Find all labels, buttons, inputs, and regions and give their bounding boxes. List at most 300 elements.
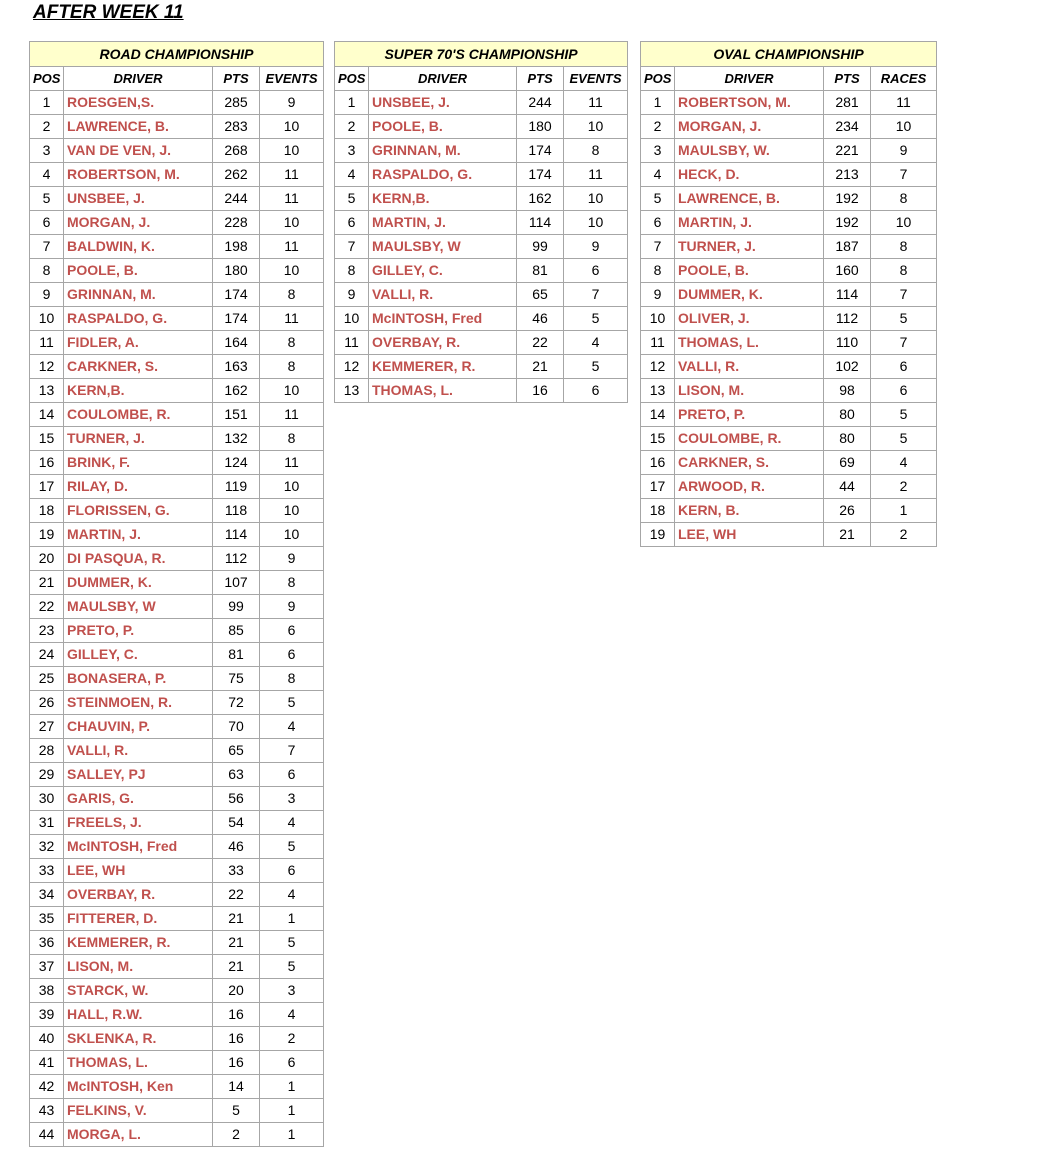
table-row	[30, 787, 324, 811]
cell-pts: 2	[213, 1123, 260, 1147]
cell-pts: 221	[824, 139, 871, 163]
page-title: AFTER WEEK 11	[33, 2, 184, 23]
cell-driver: DUMMER, K.	[64, 571, 213, 595]
cell-driver: SKLENKA, R.	[64, 1027, 213, 1051]
cell-pos: 12	[30, 355, 64, 379]
cell-pos: 44	[30, 1123, 64, 1147]
cell-driver: MARTIN, J.	[369, 211, 517, 235]
cell-pts: 21	[213, 907, 260, 931]
cell-count: 10	[260, 259, 324, 283]
cell-count: 7	[871, 331, 937, 355]
table-row	[30, 379, 324, 403]
table-row	[30, 187, 324, 211]
table-row	[30, 235, 324, 259]
cell-driver: DUMMER, K.	[675, 283, 824, 307]
cell-pos: 23	[30, 619, 64, 643]
cell-pts: 72	[213, 691, 260, 715]
cell-pos: 11	[30, 331, 64, 355]
cell-driver: RASPALDO, G.	[64, 307, 213, 331]
cell-count: 5	[564, 307, 628, 331]
cell-count: 11	[260, 187, 324, 211]
cell-count: 8	[260, 331, 324, 355]
table-row	[641, 307, 937, 331]
table-row	[641, 283, 937, 307]
cell-pts: 16	[213, 1003, 260, 1027]
cell-pts: 16	[213, 1027, 260, 1051]
header-events: EVENTS	[564, 67, 628, 91]
cell-count: 10	[260, 115, 324, 139]
cell-driver: MORGAN, J.	[64, 211, 213, 235]
table-row	[30, 763, 324, 787]
table-row	[30, 931, 324, 955]
cell-pts: 112	[213, 547, 260, 571]
cell-driver: HALL, R.W.	[64, 1003, 213, 1027]
cell-driver: GILLEY, C.	[369, 259, 517, 283]
cell-count: 8	[260, 355, 324, 379]
cell-driver: STEINMOEN, R.	[64, 691, 213, 715]
cell-driver: GARIS, G.	[64, 787, 213, 811]
table-row	[641, 235, 937, 259]
cell-pos: 18	[641, 499, 675, 523]
cell-pos: 13	[335, 379, 369, 403]
cell-driver: PRETO, P.	[64, 619, 213, 643]
cell-pts: 162	[517, 187, 564, 211]
cell-driver: VALLI, R.	[675, 355, 824, 379]
cell-driver: POOLE, B.	[675, 259, 824, 283]
cell-pos: 16	[641, 451, 675, 475]
cell-pts: 192	[824, 211, 871, 235]
cell-pos: 6	[641, 211, 675, 235]
cell-pts: 69	[824, 451, 871, 475]
table-row	[30, 835, 324, 859]
cell-pts: 163	[213, 355, 260, 379]
cell-pts: 112	[824, 307, 871, 331]
cell-count: 5	[260, 835, 324, 859]
cell-pts: 21	[824, 523, 871, 547]
cell-count: 8	[260, 571, 324, 595]
cell-pos: 37	[30, 955, 64, 979]
cell-pos: 3	[641, 139, 675, 163]
cell-count: 1	[871, 499, 937, 523]
table-row	[30, 115, 324, 139]
cell-driver: VALLI, R.	[369, 283, 517, 307]
cell-driver: BONASERA, P.	[64, 667, 213, 691]
header-races: RACES	[871, 67, 937, 91]
cell-count: 11	[871, 91, 937, 115]
table-row	[641, 163, 937, 187]
cell-pos: 5	[30, 187, 64, 211]
cell-pos: 7	[335, 235, 369, 259]
cell-pos: 35	[30, 907, 64, 931]
cell-pts: 80	[824, 427, 871, 451]
table-row	[30, 619, 324, 643]
cell-pts: 192	[824, 187, 871, 211]
header-pts: PTS	[213, 67, 260, 91]
cell-count: 5	[260, 955, 324, 979]
cell-driver: LISON, M.	[64, 955, 213, 979]
table-row	[30, 163, 324, 187]
cell-driver: ROBERTSON, M.	[64, 163, 213, 187]
cell-driver: RASPALDO, G.	[369, 163, 517, 187]
cell-driver: THOMAS, L.	[369, 379, 517, 403]
cell-pos: 4	[335, 163, 369, 187]
cell-pts: 46	[517, 307, 564, 331]
cell-pos: 42	[30, 1075, 64, 1099]
cell-pts: 162	[213, 379, 260, 403]
table-row	[30, 1123, 324, 1147]
cell-count: 5	[871, 403, 937, 427]
cell-count: 4	[260, 883, 324, 907]
cell-pos: 9	[335, 283, 369, 307]
cell-count: 11	[564, 91, 628, 115]
cell-pts: 63	[213, 763, 260, 787]
cell-pts: 65	[517, 283, 564, 307]
table-row	[30, 955, 324, 979]
cell-pts: 22	[517, 331, 564, 355]
cell-driver: LAWRENCE, B.	[64, 115, 213, 139]
table-row	[30, 691, 324, 715]
cell-pts: 99	[213, 595, 260, 619]
table-row	[30, 403, 324, 427]
cell-count: 10	[260, 499, 324, 523]
table-row	[30, 139, 324, 163]
cell-count: 8	[260, 667, 324, 691]
cell-pos: 14	[641, 403, 675, 427]
cell-count: 4	[260, 811, 324, 835]
cell-pos: 6	[335, 211, 369, 235]
table-row	[30, 1003, 324, 1027]
cell-pts: 114	[517, 211, 564, 235]
cell-pos: 14	[30, 403, 64, 427]
table-row	[335, 379, 628, 403]
cell-pos: 17	[641, 475, 675, 499]
cell-driver: MORGAN, J.	[675, 115, 824, 139]
cell-count: 8	[871, 259, 937, 283]
cell-pos: 25	[30, 667, 64, 691]
cell-pts: 81	[213, 643, 260, 667]
cell-count: 6	[260, 763, 324, 787]
cell-count: 6	[260, 643, 324, 667]
table-row	[30, 283, 324, 307]
table-row	[30, 595, 324, 619]
cell-pos: 13	[641, 379, 675, 403]
cell-pts: 22	[213, 883, 260, 907]
cell-pts: 110	[824, 331, 871, 355]
cell-pos: 21	[30, 571, 64, 595]
cell-driver: MAULSBY, W	[369, 235, 517, 259]
cell-count: 10	[260, 211, 324, 235]
table-row	[641, 523, 937, 547]
table-row	[30, 547, 324, 571]
table-row	[30, 1027, 324, 1051]
cell-driver: MAULSBY, W	[64, 595, 213, 619]
table-row	[335, 139, 628, 163]
cell-pts: 174	[517, 163, 564, 187]
cell-count: 1	[260, 1099, 324, 1123]
cell-pos: 27	[30, 715, 64, 739]
cell-pos: 13	[30, 379, 64, 403]
cell-driver: FLORISSEN, G.	[64, 499, 213, 523]
table-row	[30, 355, 324, 379]
cell-count: 6	[564, 379, 628, 403]
cell-count: 10	[260, 379, 324, 403]
cell-pos: 22	[30, 595, 64, 619]
cell-driver: ROBERTSON, M.	[675, 91, 824, 115]
header-driver: DRIVER	[369, 67, 517, 91]
cell-pts: 114	[213, 523, 260, 547]
cell-pos: 2	[641, 115, 675, 139]
header-pos: POS	[30, 67, 64, 91]
cell-driver: POOLE, B.	[64, 259, 213, 283]
table-row	[30, 259, 324, 283]
cell-driver: CARKNER, S.	[675, 451, 824, 475]
cell-driver: THOMAS, L.	[675, 331, 824, 355]
table-row	[335, 331, 628, 355]
cell-count: 10	[871, 211, 937, 235]
cell-pos: 15	[30, 427, 64, 451]
cell-driver: COULOMBE, R.	[675, 427, 824, 451]
cell-count: 10	[564, 211, 628, 235]
cell-driver: FIDLER, A.	[64, 331, 213, 355]
cell-driver: McINTOSH, Fred	[64, 835, 213, 859]
cell-count: 11	[260, 451, 324, 475]
table-row	[30, 1075, 324, 1099]
cell-count: 11	[260, 163, 324, 187]
table-row	[335, 283, 628, 307]
cell-count: 8	[871, 187, 937, 211]
cell-pos: 29	[30, 763, 64, 787]
cell-driver: FREELS, J.	[64, 811, 213, 835]
cell-pos: 8	[335, 259, 369, 283]
cell-pts: 174	[213, 307, 260, 331]
cell-count: 11	[260, 307, 324, 331]
cell-pos: 6	[30, 211, 64, 235]
cell-pts: 14	[213, 1075, 260, 1099]
cell-pts: 102	[824, 355, 871, 379]
header-pos: POS	[335, 67, 369, 91]
cell-count: 9	[260, 595, 324, 619]
cell-driver: CHAUVIN, P.	[64, 715, 213, 739]
cell-pos: 8	[641, 259, 675, 283]
cell-pos: 19	[641, 523, 675, 547]
table-row	[335, 307, 628, 331]
cell-pts: 21	[213, 955, 260, 979]
cell-driver: GRINNAN, M.	[369, 139, 517, 163]
cell-pos: 4	[30, 163, 64, 187]
cell-pos: 16	[30, 451, 64, 475]
cell-pos: 10	[335, 307, 369, 331]
cell-count: 11	[564, 163, 628, 187]
cell-pos: 24	[30, 643, 64, 667]
cell-pos: 17	[30, 475, 64, 499]
cell-pos: 40	[30, 1027, 64, 1051]
cell-pts: 164	[213, 331, 260, 355]
cell-driver: GILLEY, C.	[64, 643, 213, 667]
cell-count: 6	[260, 619, 324, 643]
table-row	[30, 475, 324, 499]
cell-pos: 1	[641, 91, 675, 115]
cell-count: 10	[871, 115, 937, 139]
cell-driver: FELKINS, V.	[64, 1099, 213, 1123]
cell-driver: VAN DE VEN, J.	[64, 139, 213, 163]
table-row	[30, 715, 324, 739]
cell-pts: 180	[213, 259, 260, 283]
cell-pos: 12	[335, 355, 369, 379]
cell-driver: KERN,B.	[64, 379, 213, 403]
table-row	[30, 1099, 324, 1123]
cell-driver: KERN,B.	[369, 187, 517, 211]
cell-pts: 16	[213, 1051, 260, 1075]
cell-pos: 11	[641, 331, 675, 355]
cell-pts: 99	[517, 235, 564, 259]
cell-pts: 244	[517, 91, 564, 115]
table-row	[335, 187, 628, 211]
table-row	[641, 259, 937, 283]
cell-count: 6	[564, 259, 628, 283]
header-pos: POS	[641, 67, 675, 91]
cell-driver: COULOMBE, R.	[64, 403, 213, 427]
cell-pts: 114	[824, 283, 871, 307]
table-row	[30, 571, 324, 595]
cell-driver: THOMAS, L.	[64, 1051, 213, 1075]
cell-pts: 80	[824, 403, 871, 427]
cell-pts: 118	[213, 499, 260, 523]
cell-pts: 56	[213, 787, 260, 811]
cell-pos: 32	[30, 835, 64, 859]
cell-driver: BALDWIN, K.	[64, 235, 213, 259]
cell-pts: 16	[517, 379, 564, 403]
cell-pts: 198	[213, 235, 260, 259]
cell-pts: 54	[213, 811, 260, 835]
cell-pos: 5	[641, 187, 675, 211]
cell-pts: 124	[213, 451, 260, 475]
cell-pts: 33	[213, 859, 260, 883]
cell-count: 10	[260, 475, 324, 499]
table-row	[30, 523, 324, 547]
cell-pos: 12	[641, 355, 675, 379]
cell-count: 5	[260, 931, 324, 955]
table-row	[30, 211, 324, 235]
cell-driver: KEMMERER, R.	[369, 355, 517, 379]
table-row	[30, 739, 324, 763]
cell-pos: 2	[30, 115, 64, 139]
cell-driver: MARTIN, J.	[64, 523, 213, 547]
cell-pts: 132	[213, 427, 260, 451]
cell-pts: 187	[824, 235, 871, 259]
cell-pos: 10	[30, 307, 64, 331]
cell-count: 1	[260, 907, 324, 931]
cell-count: 9	[564, 235, 628, 259]
cell-driver: BRINK, F.	[64, 451, 213, 475]
cell-driver: POOLE, B.	[369, 115, 517, 139]
cell-count: 10	[564, 115, 628, 139]
cell-count: 8	[564, 139, 628, 163]
cell-pts: 281	[824, 91, 871, 115]
table-row	[335, 259, 628, 283]
cell-pts: 174	[213, 283, 260, 307]
table-row	[30, 643, 324, 667]
table-row	[641, 451, 937, 475]
cell-pos: 9	[30, 283, 64, 307]
table-row	[641, 211, 937, 235]
cell-pos: 2	[335, 115, 369, 139]
table-row	[335, 235, 628, 259]
cell-driver: MAULSBY, W.	[675, 139, 824, 163]
cell-driver: UNSBEE, J.	[64, 187, 213, 211]
cell-pts: 21	[517, 355, 564, 379]
table-row	[641, 499, 937, 523]
table-row	[335, 211, 628, 235]
cell-driver: LISON, M.	[675, 379, 824, 403]
cell-pts: 5	[213, 1099, 260, 1123]
cell-pts: 234	[824, 115, 871, 139]
cell-driver: KEMMERER, R.	[64, 931, 213, 955]
cell-count: 5	[871, 427, 937, 451]
table-row	[335, 91, 628, 115]
cell-pos: 39	[30, 1003, 64, 1027]
cell-pts: 151	[213, 403, 260, 427]
header-pts: PTS	[824, 67, 871, 91]
cell-count: 9	[260, 91, 324, 115]
cell-count: 3	[260, 979, 324, 1003]
cell-count: 9	[871, 139, 937, 163]
cell-driver: PRETO, P.	[675, 403, 824, 427]
header-events: EVENTS	[260, 67, 324, 91]
table-row	[30, 859, 324, 883]
cell-pts: 81	[517, 259, 564, 283]
cell-pos: 20	[30, 547, 64, 571]
table-row	[30, 667, 324, 691]
cell-pos: 7	[641, 235, 675, 259]
cell-driver: MORGA, L.	[64, 1123, 213, 1147]
table-row	[30, 883, 324, 907]
cell-pts: 44	[824, 475, 871, 499]
cell-driver: McINTOSH, Ken	[64, 1075, 213, 1099]
cell-count: 7	[564, 283, 628, 307]
cell-driver: STARCK, W.	[64, 979, 213, 1003]
cell-driver: DI PASQUA, R.	[64, 547, 213, 571]
cell-count: 8	[871, 235, 937, 259]
cell-pos: 15	[641, 427, 675, 451]
cell-count: 10	[260, 139, 324, 163]
cell-count: 4	[871, 451, 937, 475]
header-driver: DRIVER	[675, 67, 824, 91]
table-row	[30, 451, 324, 475]
cell-count: 6	[871, 355, 937, 379]
cell-pos: 11	[335, 331, 369, 355]
table-row	[641, 187, 937, 211]
cell-pos: 1	[335, 91, 369, 115]
super70-championship-table	[334, 41, 628, 403]
cell-pts: 70	[213, 715, 260, 739]
cell-pos: 3	[30, 139, 64, 163]
cell-count: 1	[260, 1075, 324, 1099]
cell-pos: 38	[30, 979, 64, 1003]
cell-pos: 10	[641, 307, 675, 331]
table-row	[335, 355, 628, 379]
cell-pos: 7	[30, 235, 64, 259]
table-row	[30, 811, 324, 835]
cell-pos: 34	[30, 883, 64, 907]
cell-pts: 283	[213, 115, 260, 139]
cell-driver: McINTOSH, Fred	[369, 307, 517, 331]
table-row	[30, 91, 324, 115]
table-caption: OVAL CHAMPIONSHIP	[641, 42, 937, 67]
table-row	[30, 1051, 324, 1075]
cell-pos: 43	[30, 1099, 64, 1123]
cell-count: 5	[871, 307, 937, 331]
table-row	[641, 139, 937, 163]
